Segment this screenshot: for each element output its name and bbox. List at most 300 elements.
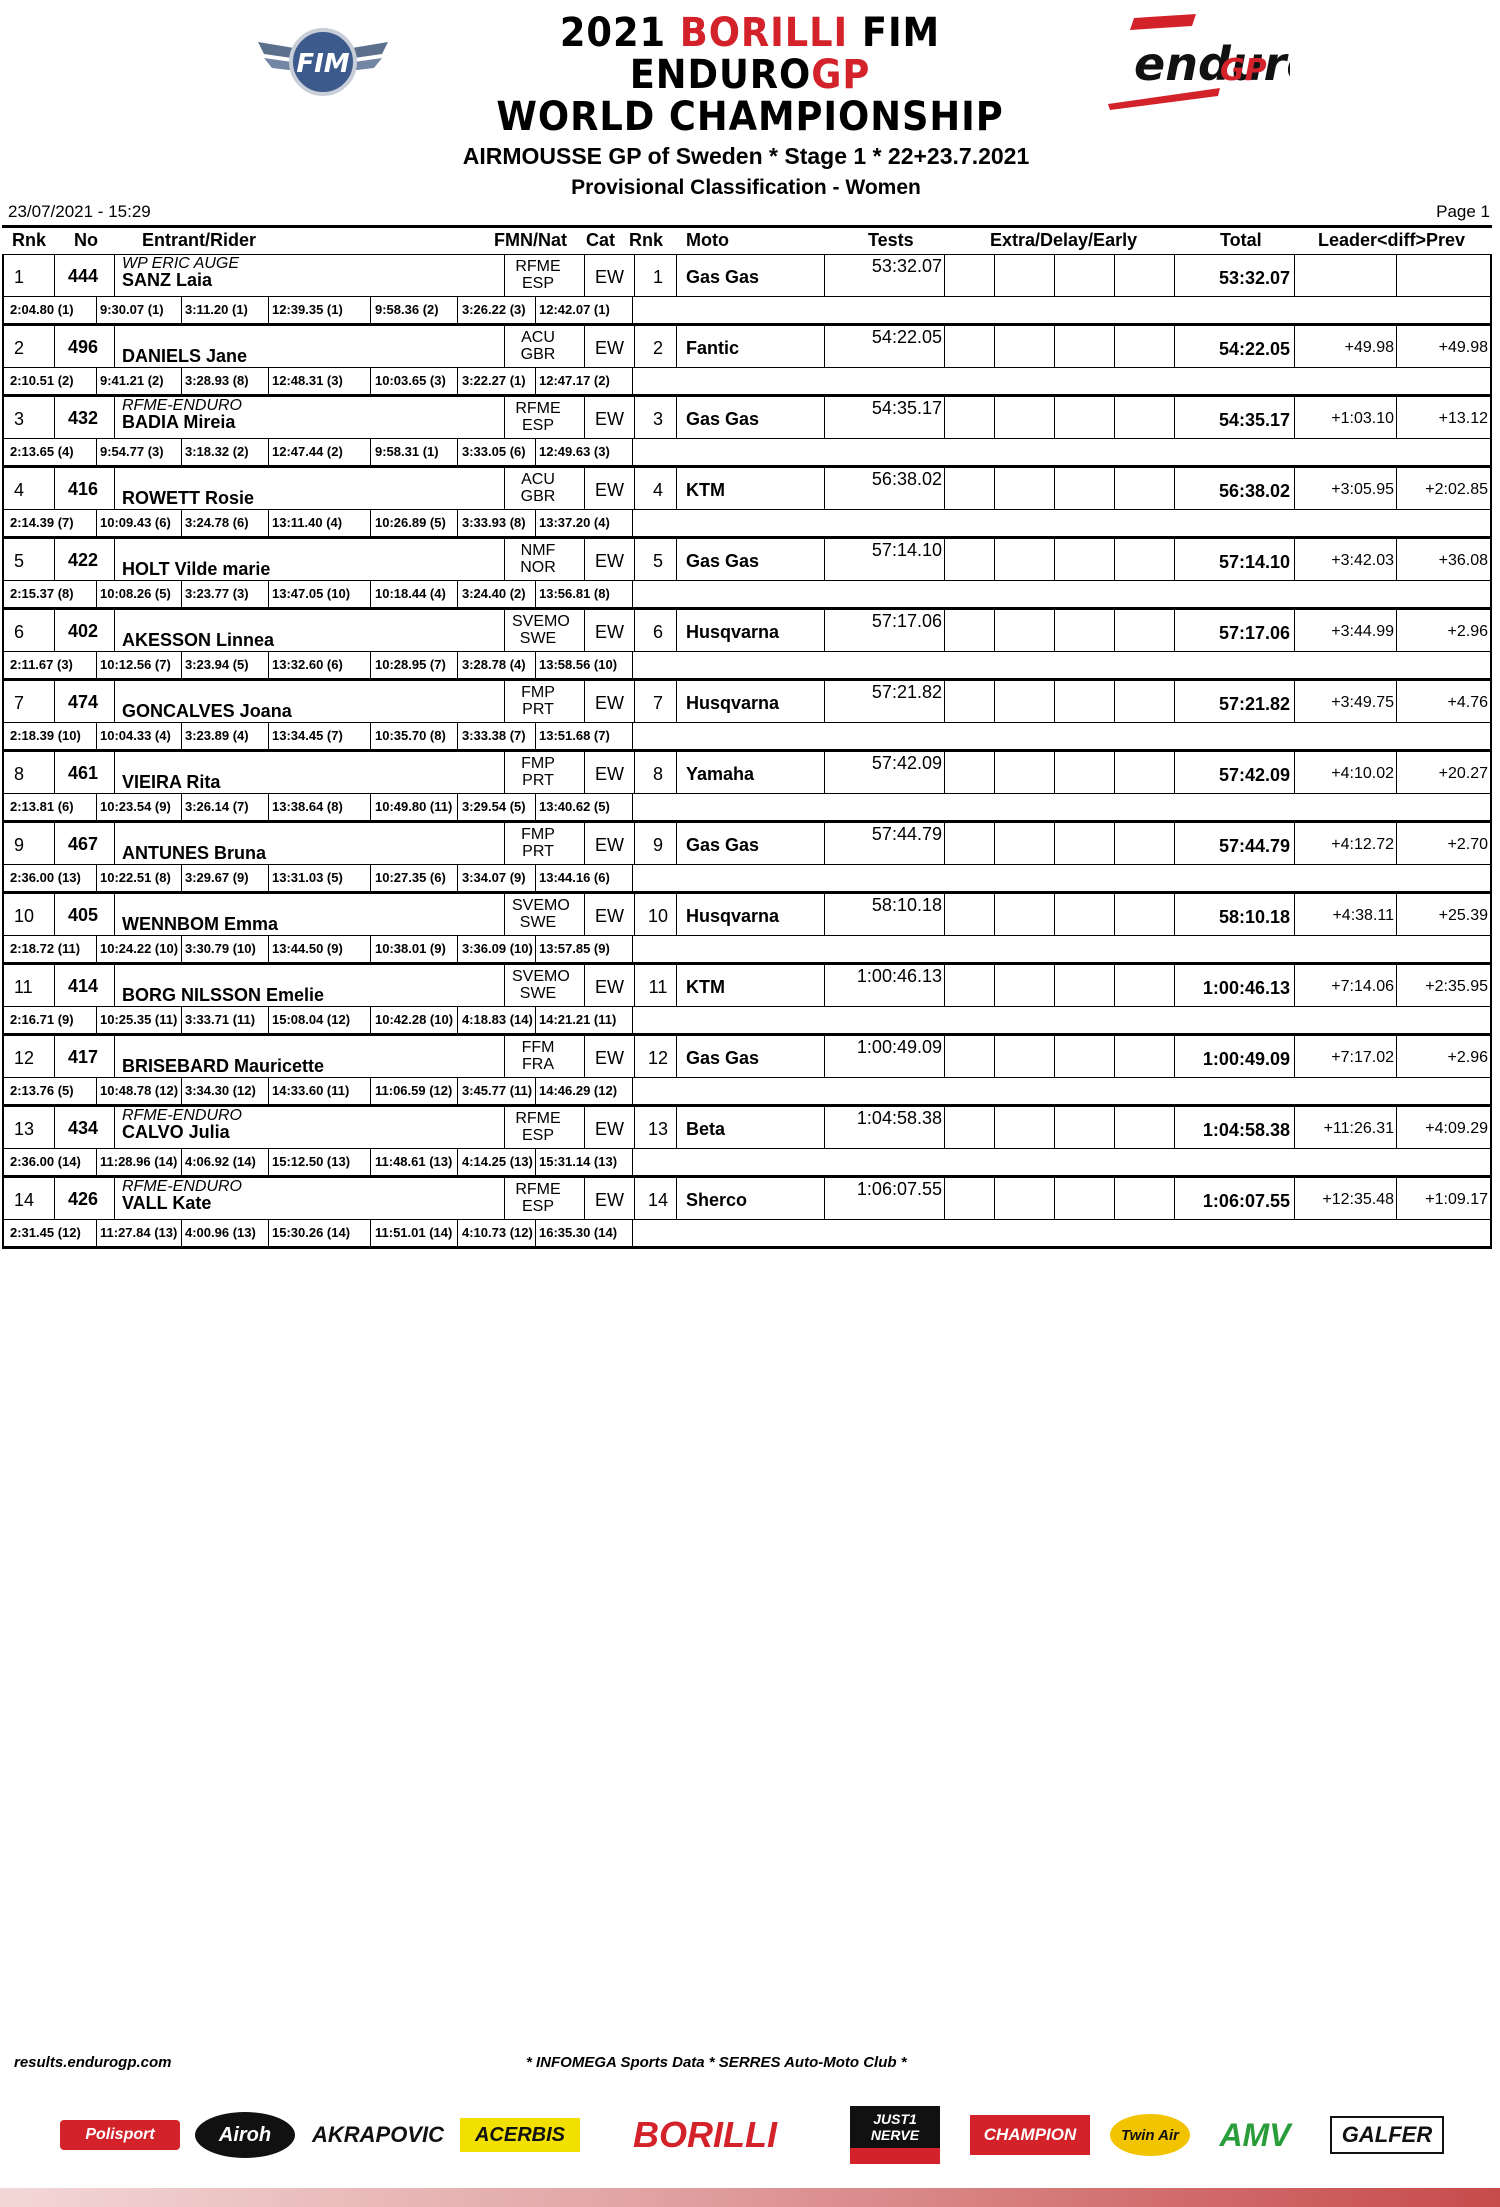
split-time: 3:29.67 (9)	[185, 870, 249, 885]
total-time: 57:17.06	[1218, 623, 1290, 643]
split-divider	[632, 652, 633, 678]
total-time: 57:44.79	[1218, 836, 1290, 856]
split-divider	[181, 510, 182, 536]
federation: FMP	[521, 684, 555, 701]
column-divider	[54, 752, 55, 793]
split-divider	[181, 439, 182, 465]
split-divider	[370, 368, 371, 394]
column-divider	[1054, 255, 1055, 296]
split-time: 13:44.16 (6)	[539, 870, 610, 885]
column-divider	[676, 610, 677, 651]
column-divider	[584, 965, 585, 1006]
column-divider	[1114, 965, 1115, 1006]
split-divider	[268, 581, 269, 607]
nationality: ESP	[521, 1127, 554, 1144]
overall-rank: 12	[14, 1048, 35, 1068]
column-divider	[1054, 681, 1055, 722]
total-time: 54:22.05	[1218, 339, 1290, 359]
svg-text:FIM: FIM	[296, 49, 350, 79]
results-table	[2, 225, 1492, 1249]
column-divider	[504, 610, 505, 651]
column-divider	[54, 1036, 55, 1077]
column-divider	[994, 823, 995, 864]
column-divider	[504, 255, 505, 296]
column-divider	[634, 1036, 635, 1077]
category-rank: 7	[652, 693, 663, 713]
table-row	[2, 1107, 1492, 1178]
split-divider	[181, 936, 182, 962]
split-divider	[96, 368, 97, 394]
split-time: 10:22.51 (8)	[100, 870, 171, 885]
split-times	[4, 1149, 1490, 1175]
result-main-line	[4, 1178, 1490, 1220]
federation-nationality	[512, 897, 570, 931]
split-divider	[181, 865, 182, 891]
column-divider	[54, 1107, 55, 1148]
split-time: 9:58.31 (1)	[375, 444, 439, 459]
split-time: 3:28.78 (4)	[462, 657, 526, 672]
gap-to-previous: +4:09.29	[1425, 1120, 1488, 1137]
column-divider	[1054, 397, 1055, 438]
split-time: 10:09.43 (6)	[100, 515, 171, 530]
column-divider	[634, 610, 635, 651]
split-time: 9:30.07 (1)	[100, 302, 164, 317]
category: EW	[595, 1119, 624, 1139]
category-rank: 12	[647, 1048, 669, 1068]
split-time: 4:00.96 (13)	[185, 1225, 256, 1240]
split-divider	[457, 865, 458, 891]
column-divider	[54, 894, 55, 935]
overall-rank: 10	[14, 906, 35, 926]
split-time: 12:49.63 (3)	[539, 444, 610, 459]
split-time: 10:35.70 (8)	[375, 728, 446, 743]
split-time: 13:44.50 (9)	[272, 941, 343, 956]
column-divider	[1054, 468, 1055, 509]
category: EW	[595, 267, 624, 287]
nationality: SWE	[519, 985, 557, 1002]
split-divider	[457, 652, 458, 678]
split-time: 2:04.80 (1)	[10, 302, 74, 317]
column-divider	[114, 1107, 115, 1148]
overall-rank: 7	[14, 693, 25, 713]
rider-name: BORG NILSSON Emelie	[122, 985, 325, 1005]
column-divider	[54, 468, 55, 509]
motorcycle-brand: Fantic	[686, 338, 740, 358]
split-time: 13:40.62 (5)	[539, 799, 610, 814]
column-divider	[944, 681, 945, 722]
overall-rank: 3	[14, 409, 25, 429]
split-divider	[370, 297, 371, 323]
federation-nationality	[512, 613, 570, 647]
column-divider	[504, 752, 505, 793]
column-divider	[504, 894, 505, 935]
rider-number: 422	[68, 550, 99, 570]
split-time: 13:51.68 (7)	[539, 728, 610, 743]
rider-number: 434	[68, 1118, 99, 1138]
gap-to-previous: +1:09.17	[1425, 1191, 1488, 1208]
column-divider	[584, 681, 585, 722]
split-divider	[457, 1149, 458, 1175]
split-time: 10:04.33 (4)	[100, 728, 171, 743]
split-time: 2:14.39 (7)	[10, 515, 74, 530]
split-divider	[370, 1220, 371, 1246]
total-time: 1:00:46.13	[1202, 978, 1290, 998]
table-row	[2, 1178, 1492, 1249]
federation-nationality	[512, 755, 564, 789]
federation: SVEMO	[512, 968, 570, 985]
category-rank: 3	[652, 409, 663, 429]
split-divider	[535, 297, 536, 323]
split-divider	[181, 581, 182, 607]
column-divider	[54, 1178, 55, 1219]
split-divider	[370, 1007, 371, 1033]
split-time: 15:30.26 (14)	[272, 1225, 351, 1240]
column-divider	[584, 468, 585, 509]
split-time: 11:27.84 (13)	[100, 1225, 178, 1240]
sponsor-logo-just1-nerve: JUST1 NERVE	[850, 2106, 940, 2164]
footer-credit: * INFOMEGA Sports Data * SERRES Auto-Moto Club *	[526, 2054, 907, 2071]
split-divider	[268, 1078, 269, 1104]
result-main-line	[4, 1107, 1490, 1149]
category-rank: 10	[647, 906, 669, 926]
column-divider	[1114, 397, 1115, 438]
split-divider	[268, 510, 269, 536]
rider-name: ROWETT Rosie	[122, 488, 255, 508]
split-time: 2:13.81 (6)	[10, 799, 74, 814]
tests-time: 1:06:07.55	[856, 1179, 942, 1199]
motorcycle-brand: KTM	[686, 977, 725, 997]
header-moto: Moto	[686, 230, 729, 250]
category: EW	[595, 906, 624, 926]
split-time: 11:48.61 (13)	[375, 1154, 453, 1169]
column-divider	[1054, 539, 1055, 580]
split-divider	[268, 1007, 269, 1033]
table-row	[2, 255, 1492, 326]
tests-time: 57:14.10	[871, 540, 942, 560]
column-divider	[504, 1107, 505, 1148]
split-time: 10:18.44 (4)	[375, 586, 446, 601]
column-divider	[1054, 752, 1055, 793]
column-divider	[54, 326, 55, 367]
split-time: 10:12.56 (7)	[100, 657, 171, 672]
rider-number: 416	[68, 479, 99, 499]
category: EW	[595, 977, 624, 997]
split-divider	[268, 297, 269, 323]
split-time: 13:47.05 (10)	[272, 586, 351, 601]
column-divider	[676, 255, 677, 296]
column-divider	[994, 752, 995, 793]
column-divider	[54, 681, 55, 722]
rider-name: VALL Kate	[122, 1193, 212, 1213]
split-time: 13:56.81 (8)	[539, 586, 610, 601]
split-divider	[181, 794, 182, 820]
total-time: 57:14.10	[1218, 552, 1290, 572]
split-time: 3:22.27 (1)	[462, 373, 526, 388]
split-divider	[632, 936, 633, 962]
column-divider	[1054, 1036, 1055, 1077]
motorcycle-brand: Gas Gas	[686, 835, 760, 855]
overall-rank: 6	[14, 622, 25, 642]
sponsor-logo-amv: AMV	[1219, 2116, 1291, 2153]
result-main-line	[4, 326, 1490, 368]
federation: ACU	[521, 471, 555, 488]
split-time: 13:11.40 (4)	[272, 515, 343, 530]
split-divider	[632, 1007, 633, 1033]
column-divider	[676, 468, 677, 509]
split-times	[4, 439, 1490, 465]
footer-url[interactable]: results.endurogp.com	[14, 2054, 172, 2071]
split-divider	[535, 723, 536, 749]
federation: RFME	[515, 258, 561, 275]
column-divider	[504, 965, 505, 1006]
split-time: 12:47.17 (2)	[539, 373, 610, 388]
table-row	[2, 610, 1492, 681]
column-divider	[504, 468, 505, 509]
split-time: 3:23.77 (3)	[185, 586, 249, 601]
split-time: 4:06.92 (14)	[185, 1154, 256, 1169]
column-divider	[584, 1107, 585, 1148]
split-divider	[632, 439, 633, 465]
column-divider	[634, 1178, 635, 1219]
split-divider	[457, 794, 458, 820]
split-divider	[96, 297, 97, 323]
split-time: 3:34.30 (12)	[185, 1083, 256, 1098]
column-divider	[114, 255, 115, 296]
column-divider	[994, 894, 995, 935]
gap-to-previous: +20.27	[1438, 765, 1488, 782]
column-divider	[1114, 539, 1115, 580]
rider-number: 467	[68, 834, 99, 854]
split-divider	[370, 794, 371, 820]
gap-to-leader: +3:05.95	[1331, 481, 1394, 498]
gap-to-previous: +2.70	[1447, 836, 1488, 853]
rider-number: 414	[68, 976, 99, 996]
column-divider	[944, 1107, 945, 1148]
federation: ACU	[521, 329, 555, 346]
split-divider	[96, 723, 97, 749]
sponsor-logo-galfer: GALFER	[1330, 2116, 1444, 2154]
split-divider	[632, 794, 633, 820]
split-divider	[370, 723, 371, 749]
nationality: ESP	[521, 417, 554, 434]
total-time: 1:00:49.09	[1202, 1049, 1290, 1069]
motorcycle-brand: Gas Gas	[686, 551, 760, 571]
column-divider	[944, 397, 945, 438]
column-divider	[1114, 681, 1115, 722]
split-time: 2:36.00 (14)	[10, 1154, 81, 1169]
split-divider	[535, 581, 536, 607]
split-time: 13:58.56 (10)	[539, 657, 618, 672]
team-name: RFME-ENDURO	[122, 1107, 242, 1124]
split-time: 2:36.00 (13)	[10, 870, 81, 885]
split-divider	[268, 1220, 269, 1246]
split-divider	[370, 1078, 371, 1104]
category: EW	[595, 835, 624, 855]
split-time: 2:11.67 (3)	[10, 657, 73, 672]
total-time: 58:10.18	[1218, 907, 1290, 927]
split-divider	[457, 297, 458, 323]
column-divider	[994, 468, 995, 509]
category: EW	[595, 622, 624, 642]
table-row	[2, 894, 1492, 965]
column-divider	[114, 326, 115, 367]
total-time: 54:35.17	[1218, 410, 1290, 430]
gap-to-previous: +2.96	[1447, 623, 1488, 640]
split-time: 4:18.83 (14)	[462, 1012, 533, 1027]
overall-rank: 5	[14, 551, 25, 571]
column-divider	[504, 681, 505, 722]
overall-rank: 14	[14, 1190, 35, 1210]
gap-to-leader: +12:35.48	[1322, 1191, 1394, 1208]
split-time: 3:30.79 (10)	[185, 941, 256, 956]
split-time: 3:29.54 (5)	[462, 799, 526, 814]
column-divider	[1054, 965, 1055, 1006]
rider-name: ANTUNES Bruna	[122, 843, 267, 863]
column-divider	[1054, 1107, 1055, 1148]
split-divider	[535, 936, 536, 962]
rider-number: 432	[68, 408, 99, 428]
split-time: 12:42.07 (1)	[539, 302, 610, 317]
column-divider	[584, 823, 585, 864]
category-rank: 13	[647, 1119, 669, 1139]
header-cat-rnk: Rnk	[629, 230, 664, 250]
sponsor-logo-airoh: Airoh	[195, 2112, 295, 2158]
split-divider	[268, 865, 269, 891]
split-divider	[632, 1220, 633, 1246]
tests-time: 58:10.18	[871, 895, 942, 915]
column-divider	[676, 539, 677, 580]
column-divider	[676, 1107, 677, 1148]
split-time: 3:34.07 (9)	[462, 870, 526, 885]
gap-to-previous: +2:02.85	[1425, 481, 1488, 498]
column-divider	[676, 681, 677, 722]
category-rank: 8	[652, 764, 663, 784]
nationality: GBR	[520, 488, 556, 505]
split-divider	[370, 1149, 371, 1175]
gap-to-previous: +2.96	[1447, 1049, 1488, 1066]
column-divider	[994, 1178, 995, 1219]
header-no: No	[74, 230, 98, 250]
table-row	[2, 752, 1492, 823]
column-divider	[584, 1036, 585, 1077]
split-divider	[268, 723, 269, 749]
gap-to-leader: +3:49.75	[1331, 694, 1394, 711]
split-times	[4, 652, 1490, 678]
column-divider	[1114, 468, 1115, 509]
column-divider	[54, 255, 55, 296]
split-time: 3:33.71 (11)	[185, 1012, 256, 1027]
split-time: 15:08.04 (12)	[272, 1012, 351, 1027]
table-row	[2, 823, 1492, 894]
result-main-line	[4, 397, 1490, 439]
header-fmn-nat: FMN/Nat	[494, 230, 567, 250]
column-divider	[944, 752, 945, 793]
gap-to-leader: +3:44.99	[1331, 623, 1394, 640]
result-main-line	[4, 610, 1490, 652]
sponsor-logo-polisport: Polisport	[60, 2120, 180, 2150]
column-divider	[634, 823, 635, 864]
nationality: NOR	[520, 559, 556, 576]
tests-time: 57:17.06	[871, 611, 942, 631]
column-divider	[676, 326, 677, 367]
split-time: 2:15.37 (8)	[10, 586, 74, 601]
column-divider	[1294, 255, 1295, 296]
category-rank: 14	[647, 1190, 669, 1210]
gap-to-leader: +1:03.10	[1331, 410, 1394, 427]
split-divider	[632, 1149, 633, 1175]
rider-name: CALVO Julia	[122, 1122, 230, 1142]
split-divider	[370, 581, 371, 607]
split-times	[4, 368, 1490, 394]
split-divider	[457, 439, 458, 465]
federation-nationality	[512, 258, 564, 292]
column-divider	[114, 610, 115, 651]
column-divider	[504, 326, 505, 367]
tests-time: 1:00:49.09	[856, 1037, 942, 1057]
split-time: 3:18.32 (2)	[185, 444, 249, 459]
column-divider	[994, 539, 995, 580]
column-divider	[994, 965, 995, 1006]
split-time: 9:54.77 (3)	[100, 444, 164, 459]
gap-to-previous: +49.98	[1438, 339, 1488, 356]
column-divider	[54, 397, 55, 438]
header-leader-prev: Leader<diff>Prev	[1318, 230, 1466, 250]
column-divider	[944, 1036, 945, 1077]
split-divider	[181, 1078, 182, 1104]
column-divider	[1114, 1107, 1115, 1148]
federation: FMP	[521, 755, 555, 772]
federation-nationality	[512, 826, 564, 860]
tests-time: 1:04:58.38	[856, 1108, 942, 1128]
total-time: 57:42.09	[1218, 765, 1290, 785]
column-divider	[676, 823, 677, 864]
split-divider	[268, 652, 269, 678]
split-divider	[457, 368, 458, 394]
result-main-line	[4, 965, 1490, 1007]
gap-to-leader: +7:17.02	[1331, 1049, 1394, 1066]
split-time: 3:11.20 (1)	[185, 302, 248, 317]
rider-number: 461	[68, 763, 99, 783]
endurogp-logo	[1100, 8, 1290, 113]
split-time: 10:38.01 (9)	[375, 941, 446, 956]
category: EW	[595, 338, 624, 358]
column-divider	[114, 681, 115, 722]
split-times	[4, 936, 1490, 962]
column-divider	[944, 965, 945, 1006]
rider-name: AKESSON Linnea	[122, 630, 275, 650]
gap-to-previous: +2:35.95	[1425, 978, 1488, 995]
federation-nationality	[512, 1110, 564, 1144]
rider-name: BADIA Mireia	[122, 412, 236, 432]
split-divider	[96, 936, 97, 962]
split-divider	[370, 439, 371, 465]
split-divider	[370, 652, 371, 678]
federation-nationality	[512, 1039, 564, 1073]
split-divider	[96, 581, 97, 607]
rider-name: SANZ Laia	[122, 270, 213, 290]
overall-rank: 4	[14, 480, 25, 500]
column-divider	[114, 539, 115, 580]
sponsor-logo-borilli: BORILLI	[633, 2114, 777, 2155]
split-divider	[457, 1007, 458, 1033]
column-divider	[584, 894, 585, 935]
split-time: 2:16.71 (9)	[10, 1012, 74, 1027]
split-time: 11:28.96 (14)	[100, 1154, 178, 1169]
column-divider	[1114, 1036, 1115, 1077]
nationality: SWE	[519, 630, 557, 647]
table-row	[2, 397, 1492, 468]
motorcycle-brand: Husqvarna	[686, 693, 780, 713]
